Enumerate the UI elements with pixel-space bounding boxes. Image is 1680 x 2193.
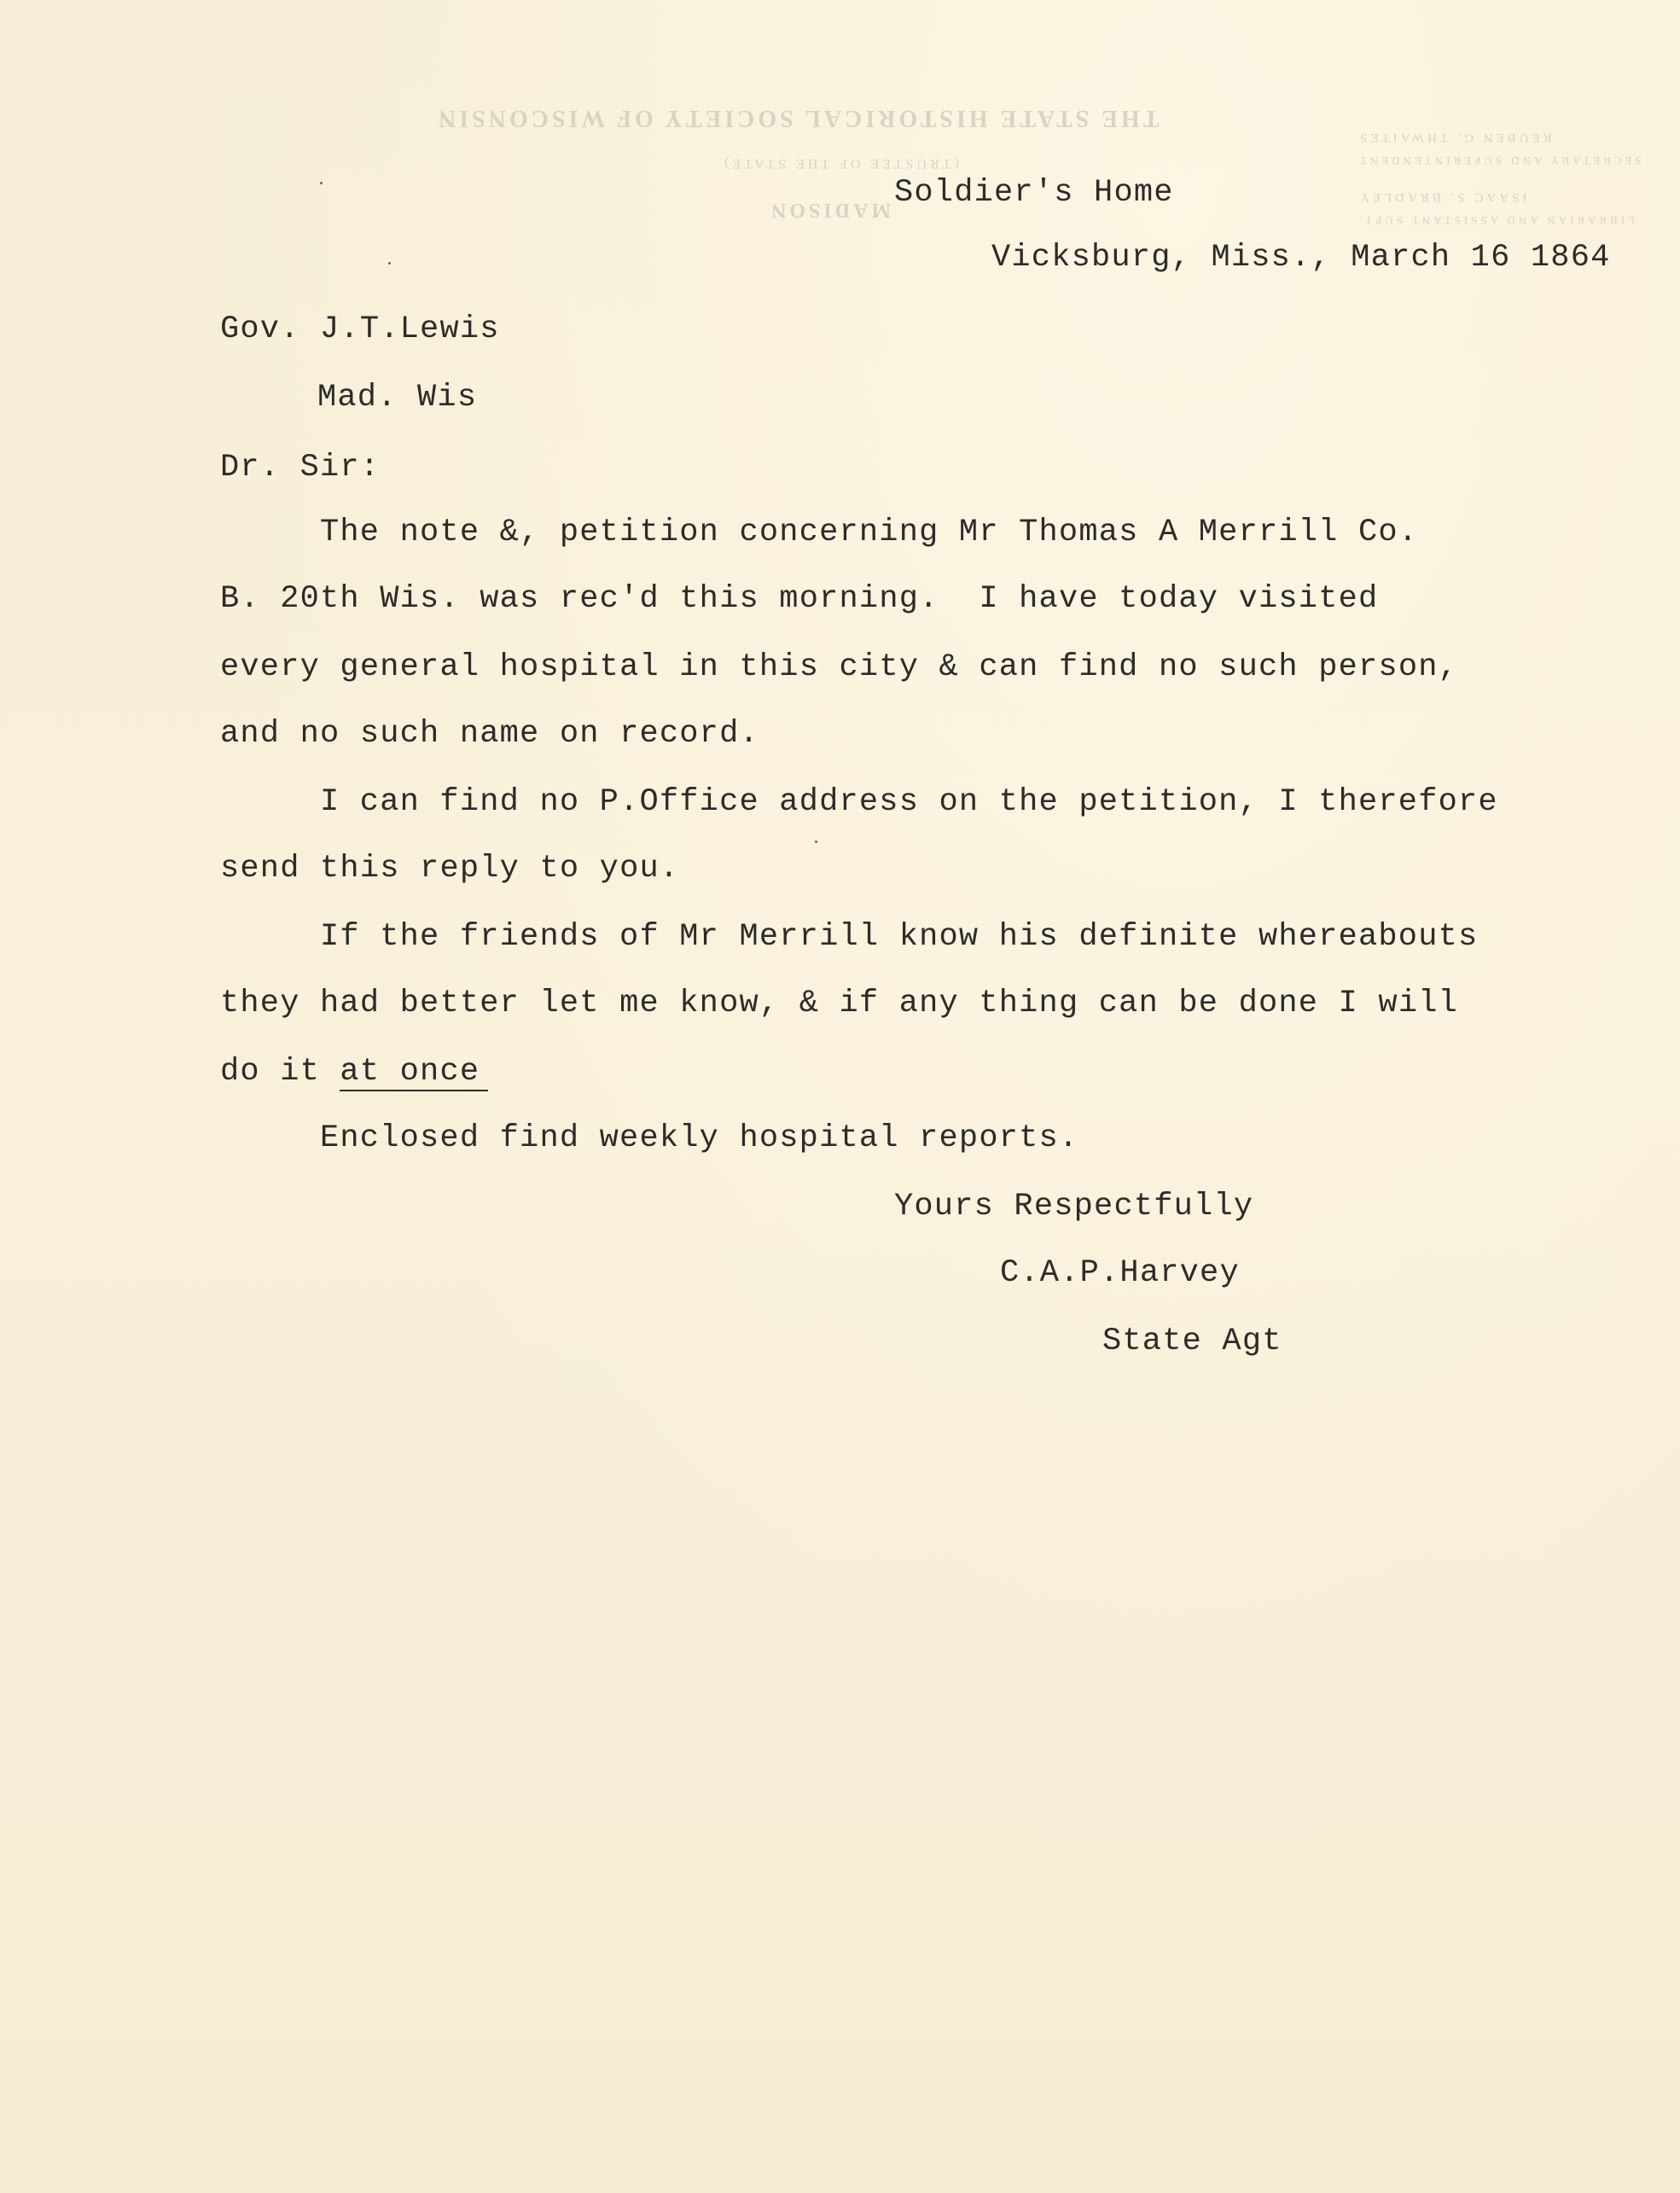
body-line-with-emphasis [220, 1056, 488, 1088]
letterhead-librarian-name: ISAAC S. BRADLEY [1357, 190, 1527, 204]
letterhead-city: MADISON [768, 199, 892, 221]
body-line: B. 20th Wis. was rec'd this morning. I have today visited [220, 581, 1379, 617]
body-line: every general hospital in this city & can find no such person, [220, 649, 1459, 685]
letterhead-subtitle: (TRUSTEE OF THE STATE) [721, 156, 959, 171]
letter-date: Vicksburg, Miss., March 16 1864 [991, 240, 1611, 276]
letter-place: Soldier's Home [894, 175, 1174, 211]
closing: Yours Respectfully [894, 1189, 1254, 1224]
letterhead-librarian-title: LIBRARIAN AND ASSISTANT SUPT. [1357, 214, 1636, 227]
body-line: If the friends of Mr Merrill know his definite whereabouts [320, 919, 1479, 955]
body-line: do it [220, 1054, 340, 1090]
letterhead-title: THE STATE HISTORICAL SOCIETY OF WISCONSIN [435, 105, 1160, 131]
paper-speck [388, 262, 391, 265]
body-line: send this reply to you. [220, 851, 680, 887]
recipient-location: Mad. Wis [317, 380, 478, 416]
body-line: Enclosed find weekly hospital reports. [320, 1120, 1079, 1156]
recipient-name: Gov. J.T.Lewis [220, 311, 500, 347]
emphasis-underlined: at once [340, 1054, 488, 1091]
salutation: Dr. Sir: [220, 450, 381, 486]
letterhead-secretary-title: SECRETARY AND SUPERINTENDENT [1357, 154, 1642, 167]
signature-name: C.A.P.Harvey [1000, 1255, 1240, 1291]
body-line: I can find no P.Office address on the petition, I therefore [320, 784, 1498, 820]
letterhead-secretary-name: REUBEN G. THWAITES [1357, 131, 1552, 144]
paper-speck [320, 182, 323, 184]
body-line: and no such name on record. [220, 716, 759, 752]
paper-speck [815, 841, 817, 843]
body-line: they had better let me know, & if any thing can be done I will [220, 986, 1459, 1021]
signature-title: State Agt [1102, 1323, 1282, 1359]
body-line: The note &, petition concerning Mr Thomas A Merrill Co. [320, 515, 1419, 550]
